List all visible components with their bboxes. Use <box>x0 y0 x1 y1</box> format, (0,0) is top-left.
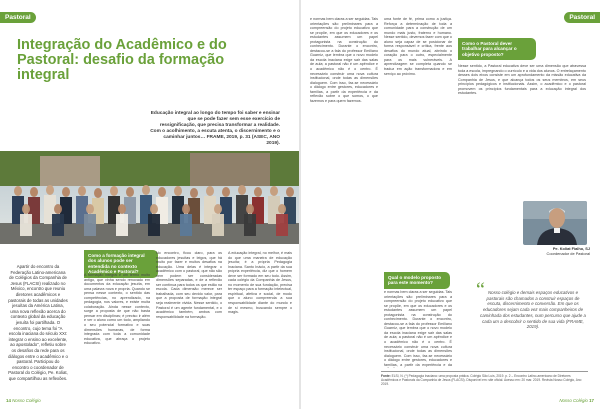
portrait-photo <box>523 201 587 245</box>
footnote: Fonte: ELSI, N. (*) Pedagogia Inaciana: uma proposta prática. Colégio São Luís, 2019. p. 2 – Encontro Latino-americano de Diretores Acadêmicos e Pastorais da Companhia de Jesus (FLACSI). Disponível em: site oficial. Acesso em: 20 mar. 2019. Revista Nosso Colégio, Ano 2019. <box>381 374 582 386</box>
left-column-2: No encontro, ficou claro, para os educadores jesuítas e leigos, que há muito por fazer e muitos desafios na educação. Uma delas é integrar o acadêmico com o pastoral, que não são nem podem ser consideradas dimensões separadas, e de a reflexão ser contínua para todos os que estão na escola. Cada dimensão merece ser trabalhada, com seu devido valor, para que a proposta de formação integral seja realmente vivida. Nesse sentido, o Pastoral é um agente fundamental, e o acadêmico também, ambos com responsabilidade na formação. <box>156 251 222 319</box>
left-column-3: A educação integral, no melhor, é mais do que uma maneira de educação jesuíta; é a própria Pedagogia Inaciana. Santo Inácio, a partir da sua própria experiência, diz que o homem deve ser formado em seu todo. Assim, cada colégio da Companhia de Jesus, no momento de sua fundação, precisa ter espaço para a formação intelectual, espiritual, afetiva e social, de modo que o aluno compreenda a sua responsabilidade diante do mundo e de si mesmo, buscando sempre o magis. <box>228 251 292 315</box>
folio-left: 14 Nosso Colégio <box>6 398 41 403</box>
group-photo <box>0 151 299 244</box>
pull-quote: Nosso colégio e demais espaços educativos e pastorais são chamados a construir espaços de escuta, discernimento e conversão. Em que os educadores sejam cada vez mais companheiros de caminhada dos estudantes, num percurso que ajude a cada um a descobrir o sentido de sua vida (FRAME, 2019). <box>480 290 586 330</box>
right-column-3: Nesse sentido, a Pastoral educativa deve ser uma dimensão que atravessa toda a escola, impregnando o currículo e a vida dos alunos. O entrelaçamento desses dois eixos consiste em um aprofundamento da missão educativa da Companhia de Jesus, e que alcança todos os seus membros, em seus princípios pedagógicos e institucionais. Assim, o acadêmico e o pastoral promovem os princípios fundamentais para a educação integral dos estudantes. <box>458 64 586 96</box>
quote-mark-open: “ <box>476 279 485 301</box>
right-column-2: uma fonte de fé, prima como a justiça. Reforça a determinação de toda a comunidade para a construção de um mundo mais justo, fraterno e humano. Nesse sentido, devemos fazer com que o aluno seja capaz de se posicionar de forma responsável e crítica, frente aos desafios do mundo atual, abrindo o coração para o outro, especialmente para os mais vulneráveis. A aprendizagem se completa quando se traduz em ação transformadora e em serviço ao próximo. <box>384 17 452 76</box>
article-title: Integração do Acadêmico e do Pastoral: desafio da formação integral <box>17 37 227 83</box>
question-box-left: Como a formação integral dos alunos pode ser entendida no contexto Acadêmico e Pastoral? <box>84 250 158 278</box>
footnote-rule <box>381 371 588 372</box>
section-tab-left: Pastoral <box>0 12 36 23</box>
folio-right: Nosso Colégio 17 <box>559 398 594 403</box>
section-tab-right: Pastoral <box>564 12 600 23</box>
intro-sidebar: Apartir do encontro da Federação Latino-americana de Colégios da Companhia de Jesus (FLACSI) realizado no México, encontro que reuniu diretores acadêmicos e pastorais de todas as unidades jesuítas da América Latina, uma nova reflexão acerca do contexto global da educação jesuíta foi partilhada. O encontro, cujo tema foi “A escola inaciana do século XXI: integrar o ensino ao excelente, ao apostolado”, refletiu sobre os desafios da rede para os diálogos entre o acadêmico e o pastoral. Participou do encontro o coordenador de Pastoral do Colégio, Pe. Koliat, que compartilhou as reflexões. <box>8 264 68 381</box>
portrait-caption: Pe. Koliat Fialho, SJ Coordenador de Pastoral <box>546 246 590 256</box>
article-lead: Educação integral ao longo do tempo foi saber e ensinar que se pode fazer sem esse exercício de ressignificação, que precisa transformar a realidade. Com o acolhimento, a escuta atenta, o discernimento e o caminhar juntos… FRAME, 2019, p. 31 (ASEC, ANO 2019). <box>150 111 280 146</box>
left-column-1: A formação integral é um termo muito antigo, que vinha sendo renovado em documentos da educação jesuíta, em uma palavra nova e propria. Quando se pensa nesse contexto, o sentido das competências, no aprendizado, na pedagogia, nos valores, e existe muita colaboração. Ainda nesse contexto, surge a proposta de que não basta pensar em disciplinas; é preciso ir além e ver o aluno como um todo, ampliando o seu potencial formativo e suas dimensões humanas, de forma integrada com toda a comunidade educativa, que abraça o projeto educativo. <box>84 273 150 346</box>
right-column-1: e normas bem claras a ser seguidas. Tais orientações são preliminares para a compreensão do projeto educativo que se propõe, em que os educadores e os estudantes assumem um papel protagonista na construção do conhecimento. Durante o encontro, destacou-se a fala do professor Emiliano Guarniz, que lembra que o novo modelo da escola inaciana exige sair das salas de aula; a pastoral não é um apêndice e o acadêmico não é o centro. É necessário construir uma nova cultura institucional, onde todas as dimensões dialoguem. Com isso, faz-se necessário o diálogo entre gestores, educadores e famílias, a partir da experiência e da reflexão sobre o que somos, o que fazemos e para quem fazemos. <box>310 17 378 103</box>
question-box-right: Como o Pastoral dever trabalhar para alcançar o objetivo proposto? <box>458 38 536 60</box>
left-page <box>0 0 299 409</box>
question-box-mid: Qual o modelo proposto para este momento? <box>384 272 450 289</box>
right-column-2b: e normas bem claras a ser seguidas. Tais orientações são preliminares para a compreensão do projeto educativo que se propõe, em que os educadores e os estudantes assumem um papel protagonista na construção do conhecimento. Durante o encontro, destacou-se a fala do professor Emiliano Guarniz, que lembra que o novo modelo da escola inaciana exige sair das salas de aula; a pastoral não é um apêndice e o acadêmico não é o centro. É necessário construir uma nova cultura institucional, onde todas as dimensões dialoguem. Com isso, faz-se necessário o diálogo entre gestores, educadores e famílias, a partir da experiência e da <box>384 290 452 367</box>
